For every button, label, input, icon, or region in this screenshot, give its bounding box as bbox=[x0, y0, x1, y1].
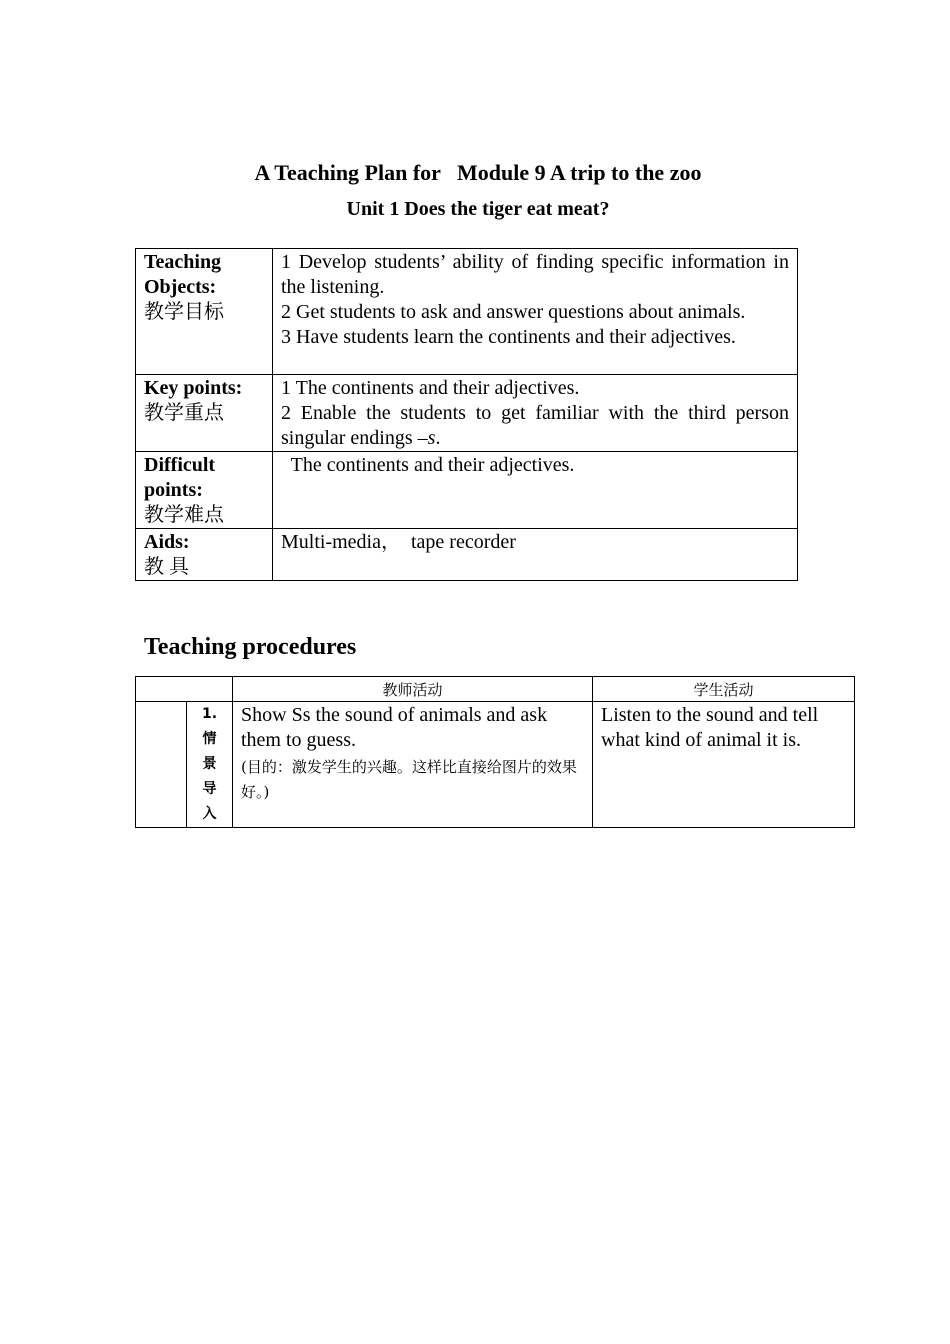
procedures-table bbox=[135, 676, 855, 828]
procedures-heading: Teaching procedures bbox=[144, 634, 357, 660]
label-text: Key points: bbox=[144, 377, 243, 399]
lesson-info-table bbox=[135, 248, 798, 581]
aids-line: Multi-media， tape recorder bbox=[281, 531, 516, 553]
document-subtitle: Unit 1 Does the tiger eat meat? bbox=[346, 198, 610, 220]
header-blank bbox=[136, 677, 233, 702]
header-teacher-activity: 教师活动 bbox=[233, 677, 593, 702]
objects-content bbox=[273, 249, 798, 375]
stage-number: 1. bbox=[201, 706, 218, 722]
phase-cell bbox=[136, 702, 187, 828]
suffix-italic: s bbox=[427, 427, 436, 449]
label-zh: 教 具 bbox=[144, 556, 189, 578]
table-row bbox=[136, 529, 798, 581]
difficult-point-line: The continents and their adjectives. bbox=[281, 454, 575, 476]
aids-content bbox=[273, 529, 798, 581]
teacher-activity: Show Ss the sound of animals and ask them to guess. bbox=[241, 704, 548, 751]
key-points-content bbox=[273, 375, 798, 452]
row-label-key-points bbox=[136, 375, 273, 452]
label-zh: 教学目标 bbox=[144, 301, 224, 323]
stage-char: 景 bbox=[202, 756, 217, 772]
stage-char: 情 bbox=[202, 731, 217, 747]
label-zh: 教学难点 bbox=[144, 504, 224, 526]
document-title: A Teaching Plan for Module 9 A trip to the zoo bbox=[254, 160, 702, 185]
key-point-line: 1 The continents and their adjectives. bbox=[281, 377, 580, 399]
difficult-points-content bbox=[273, 452, 798, 529]
table-row bbox=[136, 702, 855, 828]
stage-label bbox=[187, 702, 233, 828]
label-zh: 教学重点 bbox=[144, 402, 224, 424]
period: . bbox=[435, 427, 441, 449]
student-activity: Listen to the sound and tell what kind of animal it is. bbox=[601, 704, 819, 751]
label-text: Aids: bbox=[144, 531, 190, 553]
student-activity-cell bbox=[593, 702, 855, 828]
row-label-aids bbox=[136, 529, 273, 581]
stage-char: 导 bbox=[202, 781, 217, 797]
label-text: Teaching bbox=[144, 251, 222, 273]
key-point-text: 2 Enable the students to get familiar with the third person singular endings – bbox=[281, 402, 789, 449]
objective-line: 1 Develop students’ ability of finding specific information in the listening. bbox=[281, 251, 789, 298]
teacher-activity-cell bbox=[233, 702, 593, 828]
table-header-row bbox=[136, 677, 855, 702]
header-student-activity: 学生活动 bbox=[593, 677, 855, 702]
row-label-objects bbox=[136, 249, 273, 375]
objective-line: 3 Have students learn the continents and their adjectives. bbox=[281, 326, 736, 348]
row-label-difficult-points bbox=[136, 452, 273, 529]
objective-line: 2 Get students to ask and answer questions about animals. bbox=[281, 301, 746, 323]
table-row bbox=[136, 249, 798, 375]
label-text: Objects: bbox=[144, 276, 217, 298]
table-row bbox=[136, 375, 798, 452]
stage-char: 入 bbox=[202, 806, 217, 822]
teacher-purpose: (目的：激发学生的兴趣。这样比直接给图片的效果好。) bbox=[241, 758, 577, 801]
label-text: Difficult bbox=[144, 454, 216, 476]
table-row bbox=[136, 452, 798, 529]
label-text: points: bbox=[144, 479, 203, 501]
key-point-line bbox=[281, 401, 789, 451]
